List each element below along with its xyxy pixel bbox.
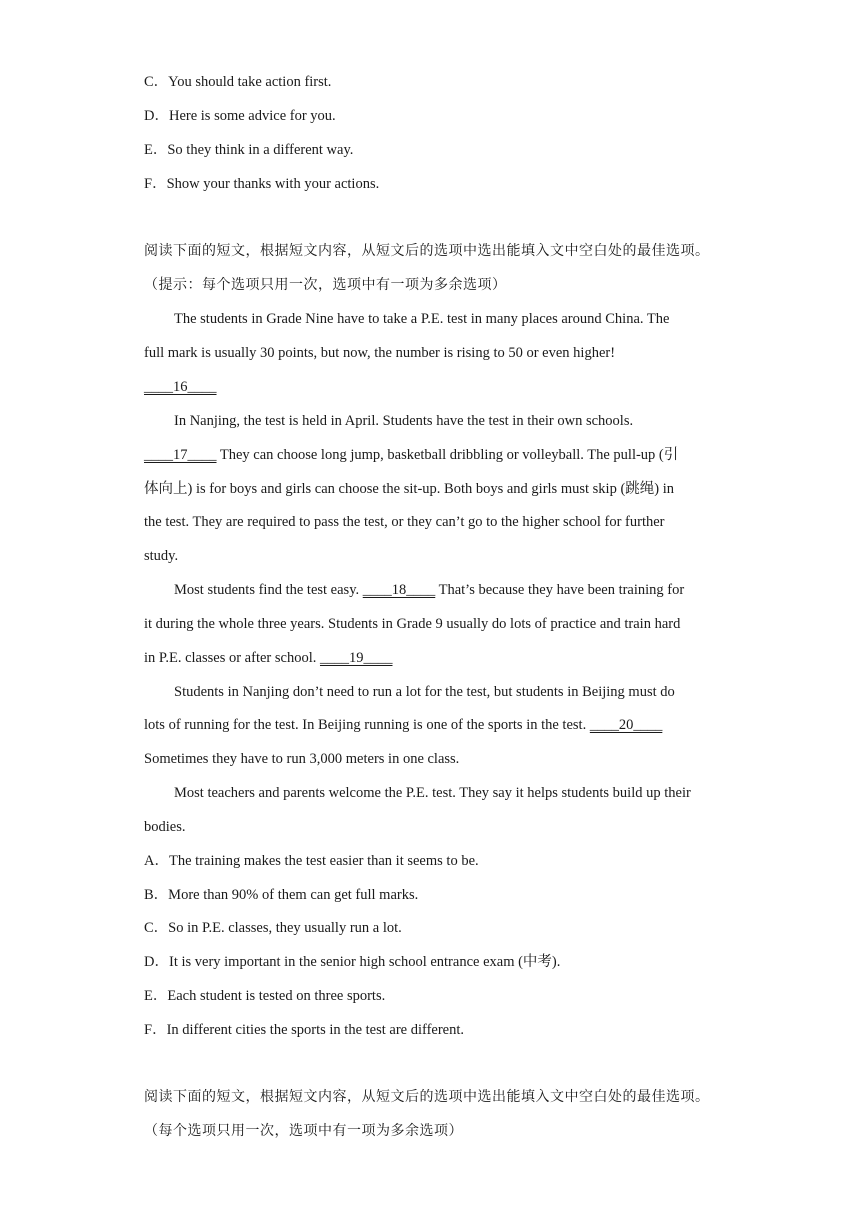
option-text: So in P.E. classes, they usually run a lot. [168,920,402,936]
option-text: Each student is tested on three sports. [167,988,386,1004]
option-text: The training makes the test easier than it seems to be. [168,853,479,869]
option-text: It is very important in the senior high school entrance exam (中考). [168,954,561,970]
option-letter: F [144,1022,153,1038]
passage-line [144,715,662,735]
option-c: C．You should take action first. [144,74,332,90]
passage-text: They can choose long jump, basketball dribbling or volleyball. The pull-up (引 [216,447,679,463]
blank-17: ____17____ [144,447,217,463]
passage-line: 体向上) is for boys and girls can choose the sit-up. Both boys and girls must skip (跳绳) in [144,481,675,497]
blank-19: ____19____ [319,650,393,666]
section3-instruction: 阅读下面的短文，根据短文内容，从短文后的选项中选出能填入文中空白处的最佳选项。 [144,1089,710,1105]
passage-line: Most teachers and parents welcome the P.E. test. They say it helps students build up their [174,785,691,801]
option-d: D．Here is some advice for you. [144,108,336,124]
passage-line: Sometimes they have to run 3,000 meters in one class. [144,751,460,767]
blank-18: ____18____ [362,582,436,598]
blank-16 [144,377,217,397]
passage-line [174,580,684,600]
passage-line [144,648,392,668]
option-text: More than 90% of them can get full marks. [168,887,419,903]
option-letter: A [144,853,155,869]
option-e: E．Each student is tested on three sports. [144,988,386,1004]
blank-16-text: ____16____ [144,379,217,395]
option-letter: D [144,954,155,970]
option-c: C．So in P.E. classes, they usually run a lot. [144,920,402,936]
option-text: So they think in a different way. [167,142,354,158]
passage-line: bodies. [144,819,186,835]
option-text: You should take action first. [168,74,332,90]
section3-hint: （每个选项只用一次，选项中有一项为多余选项） [144,1123,463,1139]
option-b: B．More than 90% of them can get full marks. [144,887,419,903]
option-letter: E [144,142,153,158]
option-f: F．Show your thanks with your actions. [144,176,380,192]
blank-20: ____20____ [589,717,663,733]
option-text: In different cities the sports in the test are different. [166,1022,464,1038]
option-d: D．It is very important in the senior high school entrance exam (中考). [144,954,561,970]
passage-text: in P.E. classes or after school. [144,650,320,666]
option-text: Here is some advice for you. [168,108,336,124]
section2-hint: （提示：每个选项只用一次，选项中有一项为多余选项） [144,277,507,293]
passage-text: Most students find the test easy. [174,582,363,598]
passage-line: it during the whole three years. Students in Grade 9 usually do lots of practice and train hard [144,616,681,632]
passage-line: study. [144,548,179,564]
option-f: F．In different cities the sports in the test are different. [144,1022,464,1038]
option-letter: E [144,988,153,1004]
option-letter: C [144,74,154,90]
passage-line: In Nanjing, the test is held in April. Students have the test in their own schools. [174,413,634,429]
option-letter: F [144,176,153,192]
passage-line [144,445,678,465]
passage-line: the test. They are required to pass the test, or they can’t go to the higher school for further [144,514,665,530]
option-a: A．The training makes the test easier than it seems to be. [144,853,479,869]
passage-line: The students in Grade Nine have to take a P.E. test in many places around China. The [174,311,670,327]
passage-text: lots of running for the test. In Beijing running is one of the sports in the test. [144,717,590,733]
option-e: E．So they think in a different way. [144,142,354,158]
option-text: Show your thanks with your actions. [166,176,380,192]
section2-instruction: 阅读下面的短文，根据短文内容，从短文后的选项中选出能填入文中空白处的最佳选项。 [144,243,710,259]
option-letter: C [144,920,154,936]
passage-line: Students in Nanjing don’t need to run a lot for the test, but students in Beijing must do [174,684,675,700]
passage-text: That’s because they have been training for [435,582,685,598]
option-letter: D [144,108,155,124]
passage-line: full mark is usually 30 points, but now, the number is rising to 50 or even higher! [144,345,616,361]
option-letter: B [144,887,154,903]
